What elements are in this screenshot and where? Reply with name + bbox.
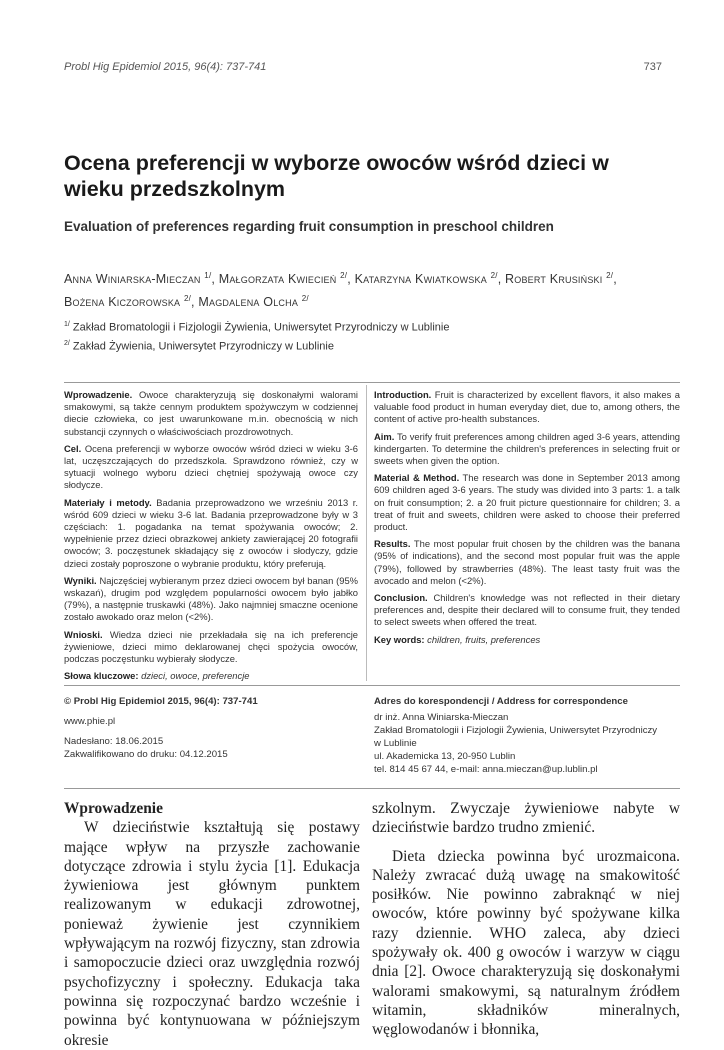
abstract-section xyxy=(374,431,680,468)
affiliation-text: Zakład Bromatologii i Fizjologii Żywienia, Uniwersytet Przyrodniczy w Lublinie xyxy=(72,321,450,334)
abstract-text: Ocena preferencji w wyborze owoców wśród dzieci w wieku 3-6 lat, uczęszczających do przedszkola. Sprawdzono również, czy w sytuacji wolnego wyboru dzieci chętniej spożywają owoce czy słodycze. xyxy=(64,442,359,491)
affiliation-mark: 2/ xyxy=(64,339,70,347)
affiliation-item xyxy=(64,336,684,355)
abstract-label: Aim. xyxy=(374,430,395,442)
abstract-label: Materiały i metody. xyxy=(64,496,152,508)
author-affiliation-mark: 2/ xyxy=(606,271,614,280)
body-paragraph: W dzieciństwie kształtują się postawy mające wpływ na przyszłe zachowanie dotyczące zdrowia i stylu życia [1]. Edukacja żywieniowa jest głównym punktem realizowanym w edukacji zdrowotnej, ponieważ żywienie jest czynnikiem wpływającym na rozwój fizyczny, stan zdrowia i samopoczucie dzieci oraz uwzględnia rozwój psychofizyczny i społeczny. Edukacja taka powinna się rozpoczynać bardzo wcześnie i powinna być kontynuowana w późniejszym okresie xyxy=(64,819,360,1049)
copyright-line: © Probl Hig Epidemiol 2015, 96(4): 737-741 xyxy=(64,696,258,707)
author: Małgorzata Kwiecień xyxy=(218,272,337,287)
abstract-text: The research was done in September 2013 among 609 children aged 3-6 years. The study was divided into 3 parts: 1. a talk on fruit consumption; 2. a 20 fruit picture questionnaire for children; 3. a treat of fruit and sweets, children were asked to choose their preferred product. xyxy=(374,472,680,533)
author: Katarzyna Kwiatkowska xyxy=(354,272,487,287)
page-number: 737 xyxy=(643,61,662,73)
author-list: Anna Winiarska-Mieczan $^{1/}$, Małgorzata Kwiecień $^{2/}$, Katarzyna Kwiatkowska $^{2/}$, Robert Krusiński $^{2/}$, Bożena Kiczorowska $^{2/}$, Magdalena Olcha $^{2/}$ xyxy=(64,271,617,310)
abstract-section xyxy=(64,443,358,492)
abstract-text: Fruit is characterized by excellent flavors, it also makes a valuable food product in human everyday diet, due to, among others, the content of active pro-health substances. xyxy=(374,389,680,425)
abstract-column-divider xyxy=(366,385,367,681)
author-affiliation-mark: 2/ xyxy=(340,271,348,280)
abstract-label: Material & Method. xyxy=(374,472,460,484)
author-affiliation-mark: 2/ xyxy=(183,294,192,304)
abstract-text: To verify fruit preferences among children aged 3-6 years, attending kindergarten. To determine the children's preferences in selecting fruit or sweets when given the option. xyxy=(374,430,680,467)
body-paragraph: Dieta dziecka powinna być urozmaicona. Należy zwracać dużą uwagę na smakowitość posiłków. Nie powinno zabraknąć w niej owoców, które powinny być spożywane kilka razy dziennie. WHO zaleca, aby dzieci spożywały ok. 400 g owoców i warzyw w ciągu dnia [2]. Owoce charakteryzują się doskonałymi walorami smakowymi, są naturalnym źródłem witamin, składników mineralnych, węglowodanów i błonnika, xyxy=(372,847,680,1039)
keywords xyxy=(374,634,680,646)
abstract-text: Najczęściej wybieranym przez dzieci owocem był banan (95% wskazań), drugim pod względem popularności owocem było jabłko (79%), a następnie truskawki (48%). Jako najmniej smaczne ocenione zostało awokado oraz melon (<2%). xyxy=(64,574,359,623)
website-link[interactable]: www.phie.pl xyxy=(64,716,116,727)
affiliation-text: Zakład Żywienia, Uniwersytet Przyrodniczy w Lublinie xyxy=(72,340,334,353)
body-column-left xyxy=(64,799,360,1050)
abstract-section xyxy=(64,389,358,438)
received-date: Nadesłano: 18.06.2015 xyxy=(64,736,164,747)
affiliation-mark: 1/ xyxy=(64,321,70,328)
abstract-polish xyxy=(64,389,358,687)
author-affiliation-mark: 2/ xyxy=(490,271,498,280)
abstract-label: Introduction. xyxy=(374,389,432,400)
abstract-label: Conclusion. xyxy=(374,592,428,604)
affiliation-item xyxy=(64,317,684,336)
abstract-section xyxy=(374,538,680,587)
paragraph-gap xyxy=(372,838,680,847)
correspondence-line: dr inż. Anna Winiarska-Mieczan xyxy=(374,712,509,723)
abstract-english xyxy=(374,389,680,651)
author-affiliation-mark: 2/ xyxy=(301,294,309,304)
abstract-section xyxy=(64,497,358,570)
article-title: Ocena preferencji w wyborze owoców wśród dzieci w wieku przedszkolnym xyxy=(64,151,609,201)
author: Anna Winiarska-Mieczan xyxy=(64,272,201,287)
body-paragraph: szkolnym. Zwyczaje żywieniowe nabyte w dzieciństwie bardzo trudno zmienić. xyxy=(372,800,680,837)
article-subtitle: Evaluation of preferences regarding fruit consumption in preschool children xyxy=(64,219,554,234)
abstract-label: Wnioski. xyxy=(64,628,103,640)
body-column-right xyxy=(372,799,680,1040)
abstract-label: Results. xyxy=(374,538,411,550)
keywords-label: Słowa kluczowe: xyxy=(64,670,139,682)
abstract-text: Wiedza dzieci nie przekładała się na ich preferencje żywieniowe, dzieci mimo deklarowanej chęci spożycia owoców, podczas poczęstunku wybierały słodycze. xyxy=(64,628,358,665)
abstract-text: Children's knowledge was not reflected in their dietary preferences and, despite their declared will to consume fruit, they tended to select sweets when offered the treat. xyxy=(374,592,680,628)
correspondence-line: ul. Akademicka 13, 20-950 Lublin xyxy=(374,751,516,762)
section-heading: Wprowadzenie xyxy=(64,800,163,817)
abstract-label: Cel. xyxy=(64,442,82,454)
abstract-text: Badania przeprowadzono we wrześniu 2013 r. wśród 609 dzieci w wieku 3-6 lat. Badania przeprowadzone były w 3 częściach: 1. pogadanka na temat spożywania owoców; 2. wypełnienie przez dzieci obrazkowej ankiety zawierającej 20 fotografii owoców; 3. poczęstunek składający się z owoców i słodyczy, gdzie dzieci zostały poproszone o wybranie produktu, który preferują. xyxy=(64,496,358,569)
correspondence-line: Zakład Bromatologii i Fizjologii Żywienia, Uniwersytet Przyrodniczy xyxy=(374,725,658,736)
abstract-label: Wyniki. xyxy=(64,574,97,586)
correspondence-heading: Adres do korespondencji / Address for correspondence xyxy=(374,696,628,707)
keywords-label: Key words: xyxy=(374,633,425,645)
author-affiliation-mark: 1/ xyxy=(204,271,212,280)
keywords-text: children, fruits, preferences xyxy=(427,633,541,645)
abstract-section xyxy=(374,472,680,533)
abstract-text: The most popular fruit chosen by the children was the banana (95% of indications), and the second most popular fruit was the apple (79%), followed by strawberries (48%). The least tasty fruit was the avocado and melon (<2%). xyxy=(374,538,680,586)
meta-top-rule xyxy=(64,685,680,686)
abstract-top-rule xyxy=(64,382,680,383)
abstract-section xyxy=(374,389,680,426)
author: Robert Krusiński xyxy=(505,272,603,287)
accepted-date: Zakwalifikowano do druku: 04.12.2015 xyxy=(64,749,228,760)
correspondence-line: tel. 814 45 67 44, e-mail: anna.mieczan@up.lublin.pl xyxy=(374,764,598,775)
author: Bożena Kiczorowska xyxy=(64,295,181,310)
article-meta xyxy=(64,695,354,761)
abstract-text: Owoce charakteryzują się doskonałymi walorami smakowymi, są także cennym produktem spożywczym w codziennej diecie człowieka, co jest uwarunkowane m.in. obecnością w nich substancji czynnych o właściwościach prozdrowotnych. xyxy=(64,389,358,437)
journal-citation: Probl Hig Epidemiol 2015, 96(4): 737-741 xyxy=(64,61,267,73)
author: Magdalena Olcha xyxy=(198,295,299,310)
abstract-section xyxy=(64,575,358,624)
body-top-rule xyxy=(64,788,680,789)
correspondence-line: w Lublinie xyxy=(374,738,417,749)
correspondence-block xyxy=(374,695,680,776)
abstract-section xyxy=(64,629,358,666)
abstract-section xyxy=(374,592,680,629)
keywords xyxy=(64,670,358,682)
affiliation-list xyxy=(64,317,684,354)
abstract-label: Wprowadzenie. xyxy=(64,389,133,400)
keywords-text: dzieci, owoce, preferencje xyxy=(141,670,250,682)
